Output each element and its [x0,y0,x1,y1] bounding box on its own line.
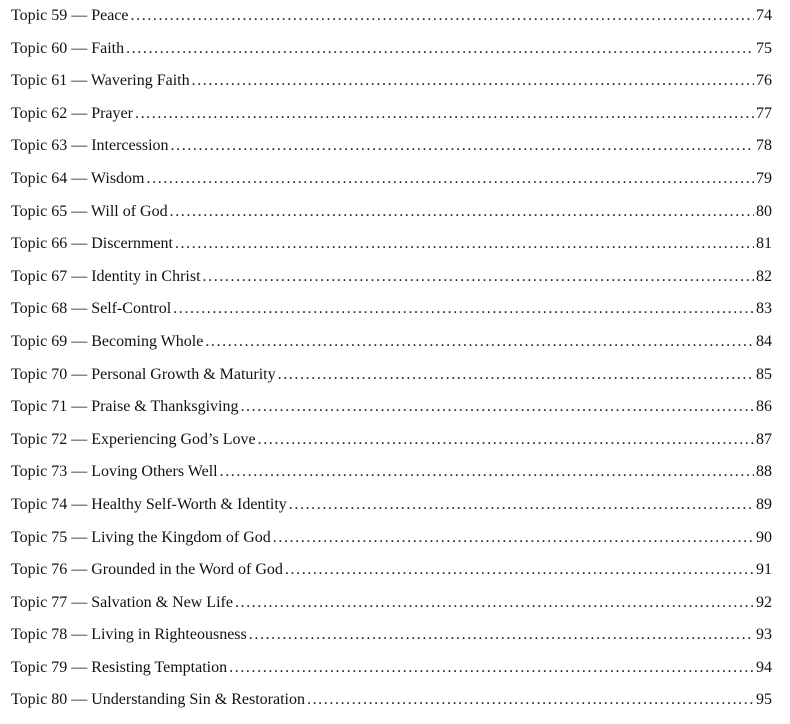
toc-entry[interactable] [11,456,772,489]
toc-entry-page-number: 81 [756,235,772,253]
toc-entry[interactable] [11,261,772,294]
toc-entry-title: Topic 78 — Living in Righteousness [11,626,247,644]
toc-entry-title: Topic 69 — Becoming Whole [11,332,204,350]
dot-leader [173,299,754,319]
toc-entry-title: Topic 61 — Wavering Faith [11,72,190,90]
dot-leader [170,202,754,222]
dot-leader [220,462,754,482]
toc-entry[interactable] [11,98,772,131]
toc-entry-title: Topic 62 — Prayer [11,104,133,122]
toc-entry-page-number: 82 [756,267,772,285]
toc-entry-title: Topic 63 — Intercession [11,137,169,155]
toc-entry-title: Topic 80 — Understanding Sin & Restoration [11,691,305,709]
toc-entry-page-number: 86 [756,398,772,416]
dot-leader [278,365,754,385]
toc-entry-title: Topic 77 — Salvation & New Life [11,593,233,611]
toc-entry-page-number: 92 [756,593,772,611]
toc-entry[interactable] [11,424,772,457]
toc-entry[interactable] [11,587,772,620]
dot-leader [235,593,754,613]
toc-entry-page-number: 95 [756,691,772,709]
toc-entry[interactable] [11,652,772,685]
toc-entry[interactable] [11,130,772,163]
dot-leader [205,332,754,352]
toc-entry-title: Topic 76 — Grounded in the Word of God [11,561,283,579]
dot-leader [258,430,754,450]
toc-entry-title: Topic 70 — Personal Growth & Maturity [11,365,276,383]
dot-leader [171,136,754,156]
toc-entry-page-number: 78 [756,137,772,155]
toc-entry[interactable] [11,326,772,359]
toc-entry-page-number: 93 [756,626,772,644]
toc-entry-page-number: 79 [756,169,772,187]
dot-leader [285,560,754,580]
toc-entry-title: Topic 60 — Faith [11,39,125,57]
toc-entry-title: Topic 73 — Loving Others Well [11,463,218,481]
toc-entry[interactable] [11,522,772,555]
toc-entry-page-number: 76 [756,72,772,90]
toc-entry-title: Topic 68 — Self-Control [11,300,172,318]
toc-entry[interactable] [11,65,772,98]
toc-entry[interactable] [11,391,772,424]
toc-entry[interactable] [11,554,772,587]
toc-entry[interactable] [11,196,772,229]
toc-entry[interactable] [11,33,772,66]
table-of-contents [11,0,772,717]
dot-leader [307,690,754,710]
toc-entry-page-number: 84 [756,332,772,350]
toc-entry-title: Topic 74 — Healthy Self-Worth & Identity [11,495,287,513]
toc-entry[interactable] [11,619,772,652]
toc-entry[interactable] [11,359,772,392]
toc-entry-page-number: 85 [756,365,772,383]
toc-entry-page-number: 90 [756,528,772,546]
toc-entry-title: Topic 64 — Wisdom [11,169,145,187]
toc-entry-page-number: 91 [756,561,772,579]
dot-leader [192,71,754,91]
toc-entry-page-number: 74 [756,7,772,24]
toc-entry-page-number: 80 [756,202,772,220]
toc-entry[interactable] [11,489,772,522]
dot-leader [273,528,754,548]
toc-entry[interactable] [11,684,772,717]
toc-entry-title: Topic 72 — Experiencing God’s Love [11,430,256,448]
dot-leader [131,6,754,26]
toc-entry-title: Topic 79 — Resisting Temptation [11,658,228,676]
toc-entry-page-number: 75 [756,39,772,57]
dot-leader [249,625,754,645]
dot-leader [240,397,754,417]
dot-leader [289,495,754,515]
toc-entry-page-number: 94 [756,658,772,676]
toc-entry-title: Topic 66 — Discernment [11,235,173,253]
dot-leader [175,234,754,254]
toc-entry-title: Topic 65 — Will of God [11,202,168,220]
dot-leader [203,267,754,287]
toc-entry-title: Topic 71 — Praise & Thanksgiving [11,398,239,416]
toc-entry-page-number: 88 [756,463,772,481]
toc-entry-page-number: 83 [756,300,772,318]
dot-leader [126,39,754,59]
toc-entry-page-number: 77 [756,104,772,122]
toc-entry-page-number: 89 [756,495,772,513]
dot-leader [147,169,755,189]
toc-entry[interactable] [11,0,772,33]
toc-entry-title: Topic 75 — Living the Kingdom of God [11,528,271,546]
toc-entry-page-number: 87 [756,430,772,448]
toc-entry-title: Topic 59 — Peace [11,7,129,24]
dot-leader [229,658,754,678]
toc-entry[interactable] [11,293,772,326]
toc-entry[interactable] [11,228,772,261]
dot-leader [135,104,754,124]
toc-entry[interactable] [11,163,772,196]
toc-entry-title: Topic 67 — Identity in Christ [11,267,201,285]
